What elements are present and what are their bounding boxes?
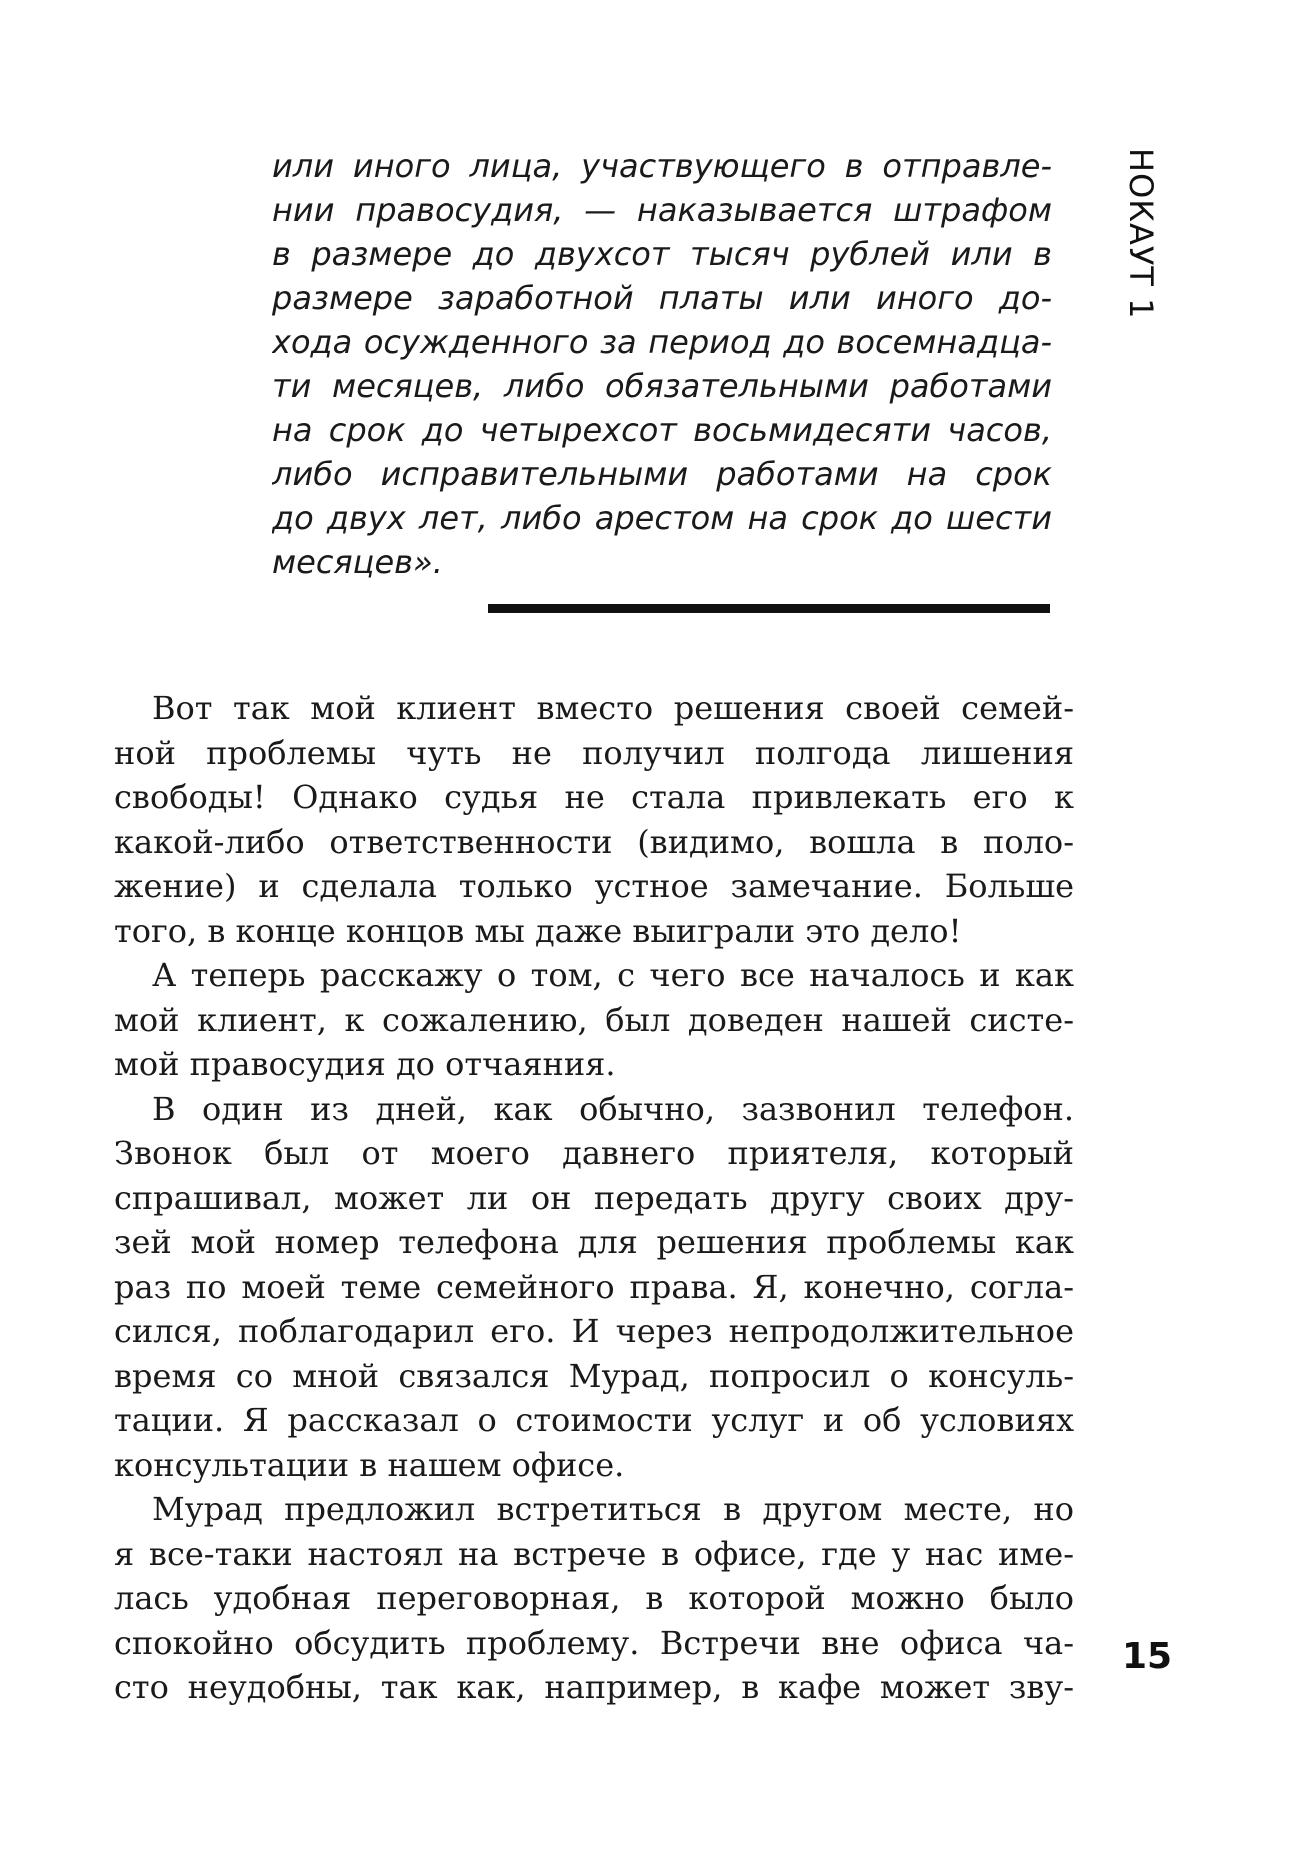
page-number: 15	[1122, 1636, 1173, 1677]
body-line: раз по моей теме семейного права. Я, конечно, согла-	[114, 1267, 1074, 1306]
body-line: А теперь расскажу о том, с чего все началось и как	[152, 956, 1074, 994]
body-line: спокойно обсудить проблему. Встречи вне офиса ча-	[114, 1623, 1074, 1662]
body-line: свободы! Однако судья не стала привлекать его к	[114, 778, 1074, 816]
body-line: спрашивал, может ли он передать другу своих дру-	[114, 1178, 1074, 1217]
body-line: Звонок был от моего давнего приятеля, который	[114, 1134, 1074, 1172]
quote-line: месяцев».	[272, 543, 443, 581]
body-line: я все-таки настоял на встрече в офисе, где у нас име-	[114, 1534, 1074, 1573]
quote-line: хода осужденного за период до восемнадца-	[272, 323, 1052, 361]
body-line: Мурад предложил встретиться в другом месте, но	[152, 1490, 1074, 1528]
quote-line: в размере до двухсот тысяч рублей или в	[272, 235, 1052, 273]
body-line: время со мной связался Мурад, попросил о консуль-	[114, 1356, 1074, 1395]
quote-line: нии правосудия, — наказывается штрафом	[272, 191, 1052, 229]
running-head: НОКАУТ 1	[1122, 148, 1160, 320]
body-line: мой правосудия до отчаяния.	[114, 1045, 616, 1083]
body-line: какой-либо ответственности (видимо, вошла в поло-	[114, 822, 1074, 861]
body-line: жение) и сделала только устное замечание. Больше	[114, 867, 1074, 905]
body-line: того, в конце концов мы даже выиграли это дело!	[114, 911, 962, 950]
body-line: зей мой номер телефона для решения проблемы как	[114, 1223, 1074, 1261]
body-text	[114, 686, 1074, 1710]
body-line: ной проблемы чуть не получил полгода лишения	[114, 733, 1074, 772]
quote-line: или иного лица, участвующего в отправле-	[272, 147, 1052, 185]
body-line: Вот так мой клиент вместо решения своей семей-	[152, 689, 1074, 727]
body-line: В один из дней, как обычно, зазвонил телефон.	[152, 1089, 1074, 1128]
body-line: консультации в нашем офисе.	[114, 1445, 625, 1484]
quote-line: размере заработной платы или иного до-	[272, 279, 1052, 317]
quote-line: на срок до четырехсот восьмидесяти часов,	[272, 411, 1052, 449]
body-line: тации. Я рассказал о стоимости услуг и об условиях	[114, 1401, 1074, 1439]
quote-divider-rule	[488, 604, 1050, 613]
quote-line: до двух лет, либо арестом на срок до шести	[272, 499, 1052, 537]
body-line: сто неудобны, так как, например, в кафе может зву-	[114, 1668, 1074, 1706]
quote-line: либо исправительными работами на срок	[272, 455, 1052, 493]
body-line: сился, поблагодарил его. И через непродолжительное	[114, 1312, 1074, 1350]
body-line: мой клиент, к сожалению, был доведен нашей систе-	[114, 1000, 1074, 1039]
legal-quote-block	[272, 144, 1052, 584]
body-line: лась удобная переговорная, в которой можно было	[114, 1579, 1074, 1617]
quote-line: ти месяцев, либо обязательными работами	[272, 367, 1052, 405]
